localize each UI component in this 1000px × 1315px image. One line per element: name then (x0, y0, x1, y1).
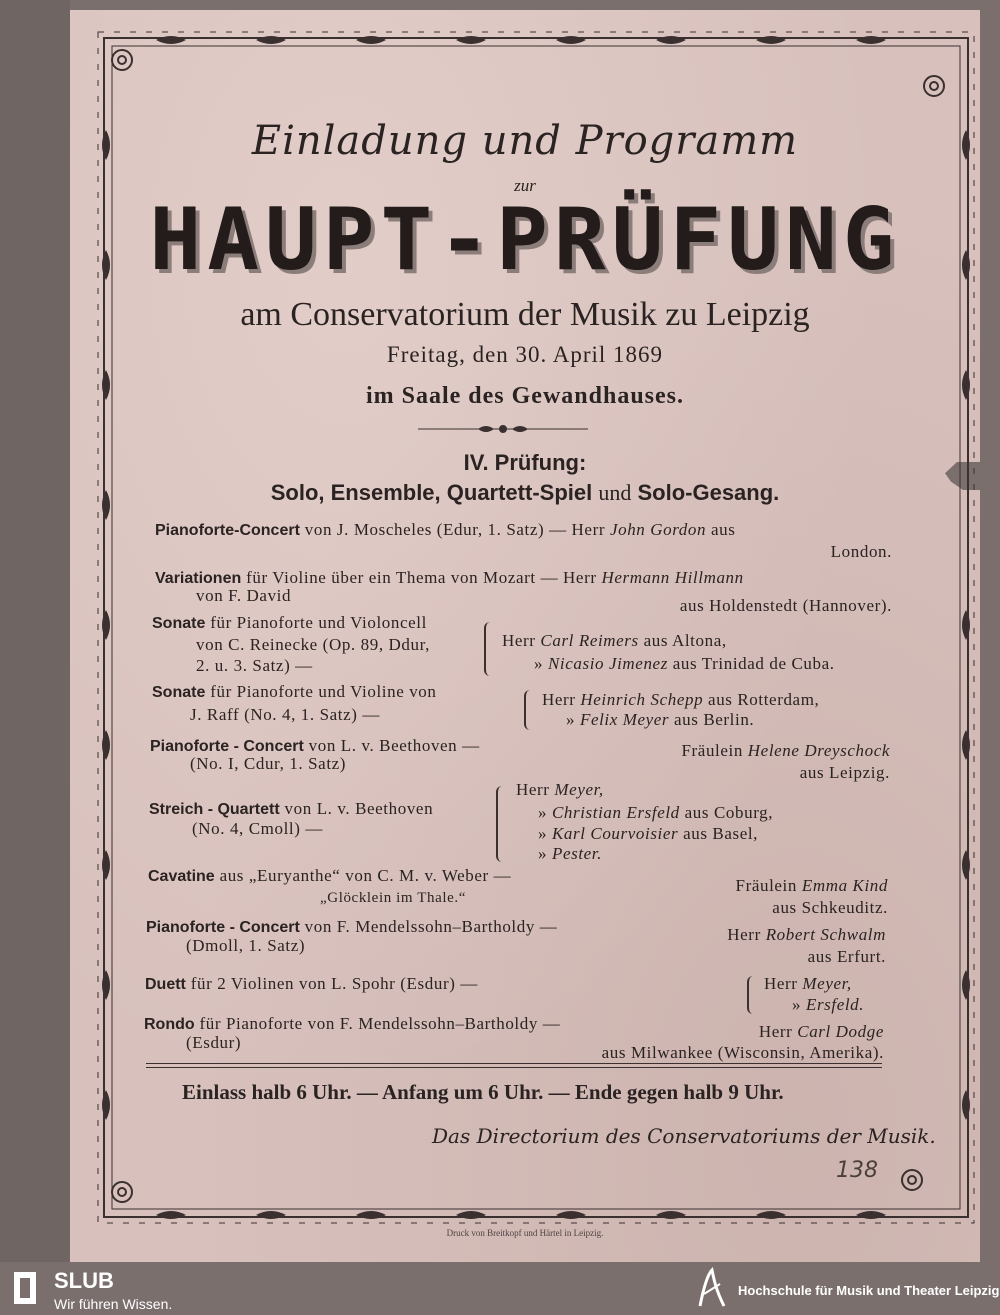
times-line: Einlass halb 6 Uhr. — Anfang um 6 Uhr. — Ende gegen halb 9 Uhr. (182, 1080, 784, 1104)
work-cont: (No. 4, Cmoll) — (192, 819, 323, 838)
performer-name: Christian Ersfeld (551, 803, 680, 822)
performer-name: Helene Dreyschock (747, 741, 890, 760)
work-cont: von C. Reinecke (Op. 89, Ddur, (196, 635, 431, 654)
ditto-mark: » (538, 803, 548, 822)
subtitle-part-b: Solo-Gesang. (637, 480, 780, 505)
divider-ornament (418, 422, 588, 436)
title: Herr (764, 974, 798, 993)
subtitle-part-a: Solo, Ensemble, Quartett-Spiel (270, 480, 593, 505)
title: Fräulein (735, 876, 797, 895)
zur-word: zur (514, 176, 536, 195)
performer-line (759, 1022, 884, 1042)
program-item-5 (150, 736, 480, 756)
genre: Pianoforte - Concert (150, 738, 304, 755)
performer-line (566, 710, 754, 730)
performer-name: Robert Schwalm (765, 925, 886, 944)
venue-line: im Saale des Gewandhauses. (365, 383, 685, 409)
performer-line (727, 925, 886, 945)
work-cont: 2. u. 3. Satz) — (196, 656, 313, 675)
program-item-7 (148, 866, 511, 886)
performer-name: Emma Kind (801, 876, 888, 895)
signature: Das Directorium des Conservatoriums der Musik. (432, 1124, 936, 1148)
place: aus Milwankee (Wisconsin, Amerika). (601, 1043, 884, 1062)
work: von L. v. Beethoven — (308, 736, 480, 755)
genre: Sonate (152, 684, 206, 701)
performer-name: Heinrich Schepp (580, 690, 704, 709)
slub-subtitle: Wir führen Wissen. (54, 1296, 173, 1312)
program-item-8 (146, 917, 557, 937)
brace (747, 976, 757, 1014)
performer-name: Felix Meyer (579, 710, 670, 729)
title: Fräulein (681, 741, 743, 760)
performer-name: Meyer, (802, 974, 852, 993)
place: aus Basel, (683, 824, 759, 843)
main-title: HAUPT-PRÜFUNG (149, 190, 901, 290)
work: für Violine über ein Thema von Mozart — Herr (246, 568, 597, 587)
performer-name: Nicasio Jimenez (547, 654, 668, 673)
program-item-6 (149, 799, 433, 819)
program-item-9 (145, 974, 478, 994)
work: von L. v. Beethoven (284, 799, 434, 818)
genre: Cavatine (148, 868, 215, 885)
handwritten-number: 138 (836, 1158, 878, 1183)
ditto-mark: » (792, 995, 802, 1014)
place: aus Altona, (643, 631, 727, 650)
place: aus Trinidad de Cuba. (672, 654, 835, 673)
work: aus „Euryanthe“ von C. M. v. Weber — (219, 866, 512, 885)
program-item-3 (152, 613, 427, 633)
performer-line (792, 995, 864, 1015)
title: Herr (542, 690, 576, 709)
ditto-mark: » (538, 824, 548, 843)
exam-number: IV. Prüfung: (463, 450, 587, 475)
title: Herr (758, 1022, 793, 1041)
performer-line (538, 803, 773, 823)
work-cont: (Esdur) (186, 1033, 242, 1052)
place: aus Rotterdam, (708, 690, 820, 709)
performer-line (502, 631, 727, 651)
work: für Pianoforte und Violoncell (210, 613, 427, 632)
scan-background-left (0, 0, 70, 1262)
place: aus Coburg, (684, 803, 774, 822)
divider-rule (146, 1063, 882, 1064)
performer-name: Karl Courvoisier (551, 824, 679, 843)
genre: Pianoforte-Concert (155, 522, 300, 539)
ditto-mark: » (566, 710, 576, 729)
performer-name: Ersfeld. (805, 995, 865, 1014)
performer-name: John Gordon (609, 520, 707, 539)
work: für Pianoforte von F. Mendelssohn–Bartholdy — (199, 1014, 561, 1033)
place: aus Berlin. (674, 710, 755, 729)
place-cont: London. (830, 542, 892, 561)
slub-logo-icon (12, 1268, 40, 1308)
divider-rule (146, 1067, 882, 1068)
work: für 2 Violinen von L. Spohr (Esdur) — (190, 974, 478, 993)
brace (484, 622, 494, 676)
program-item-1 (155, 520, 735, 540)
genre: Streich - Quartett (149, 801, 280, 818)
work-cont: (No. I, Cdur, 1. Satz) (190, 754, 347, 773)
program-item-4 (152, 682, 437, 702)
genre: Sonate (152, 615, 206, 632)
title: Herr (516, 780, 550, 799)
performer-name: Hermann Hillmann (601, 568, 744, 587)
place: aus Leipzig. (799, 763, 890, 782)
work: für Pianoforte und Violine von (210, 682, 437, 701)
brace (524, 690, 534, 730)
performer-line (538, 824, 758, 844)
performer-line (681, 741, 890, 761)
performer-name: Carl Reimers (540, 631, 639, 650)
exam-subtitle (70, 480, 980, 506)
place: aus (710, 520, 736, 539)
performer-line (764, 974, 852, 994)
work: von J. Moscheles (Edur, 1. Satz) — Herr (304, 520, 606, 539)
place: aus Schkeuditz. (772, 898, 888, 917)
work: von F. Mendelssohn–Bartholdy — (304, 917, 558, 936)
printer-note: Druck von Breitkopf und Härtel in Leipzig. (446, 1228, 604, 1238)
ditto-mark: » (538, 844, 548, 863)
program-item-10 (144, 1014, 560, 1034)
work-cont: (Dmoll, 1. Satz) (186, 936, 306, 955)
performer-line (516, 780, 604, 800)
place: aus Erfurt. (807, 947, 886, 966)
place: aus Holdenstedt (Hannover). (679, 596, 892, 615)
hmt-logo-icon (694, 1266, 730, 1312)
performer-name: Meyer, (554, 780, 604, 799)
institution-line: am Conservatorium der Musik zu Leipzig (240, 296, 810, 333)
work-cont: „Glöcklein im Thale.“ (320, 890, 467, 906)
work-cont: J. Raff (No. 4, 1. Satz) — (190, 705, 380, 724)
performer-name: Carl Dodge (797, 1022, 884, 1041)
genre: Variationen (155, 570, 242, 587)
subtitle-und: und (598, 480, 632, 505)
title: Herr (727, 925, 761, 944)
slub-title[interactable]: SLUB (54, 1268, 114, 1293)
genre: Rondo (144, 1016, 195, 1033)
performer-name: Pester. (551, 844, 602, 863)
hmt-name[interactable]: Hochschule für Musik und Theater Leipzig (738, 1283, 1000, 1298)
brace (496, 786, 506, 862)
program-item-2 (155, 568, 744, 588)
performer-line (736, 876, 888, 896)
date-line: Freitag, den 30. April 1869 (386, 342, 664, 367)
work-cont: von F. David (196, 586, 292, 605)
performer-line (534, 654, 835, 674)
ditto-mark: » (534, 654, 544, 673)
invitation-title: Einladung und Programm (251, 118, 799, 164)
genre: Pianoforte - Concert (146, 919, 300, 936)
performer-line (542, 690, 819, 710)
performer-line (538, 844, 602, 864)
title: Herr (502, 631, 536, 650)
genre: Duett (145, 976, 186, 993)
